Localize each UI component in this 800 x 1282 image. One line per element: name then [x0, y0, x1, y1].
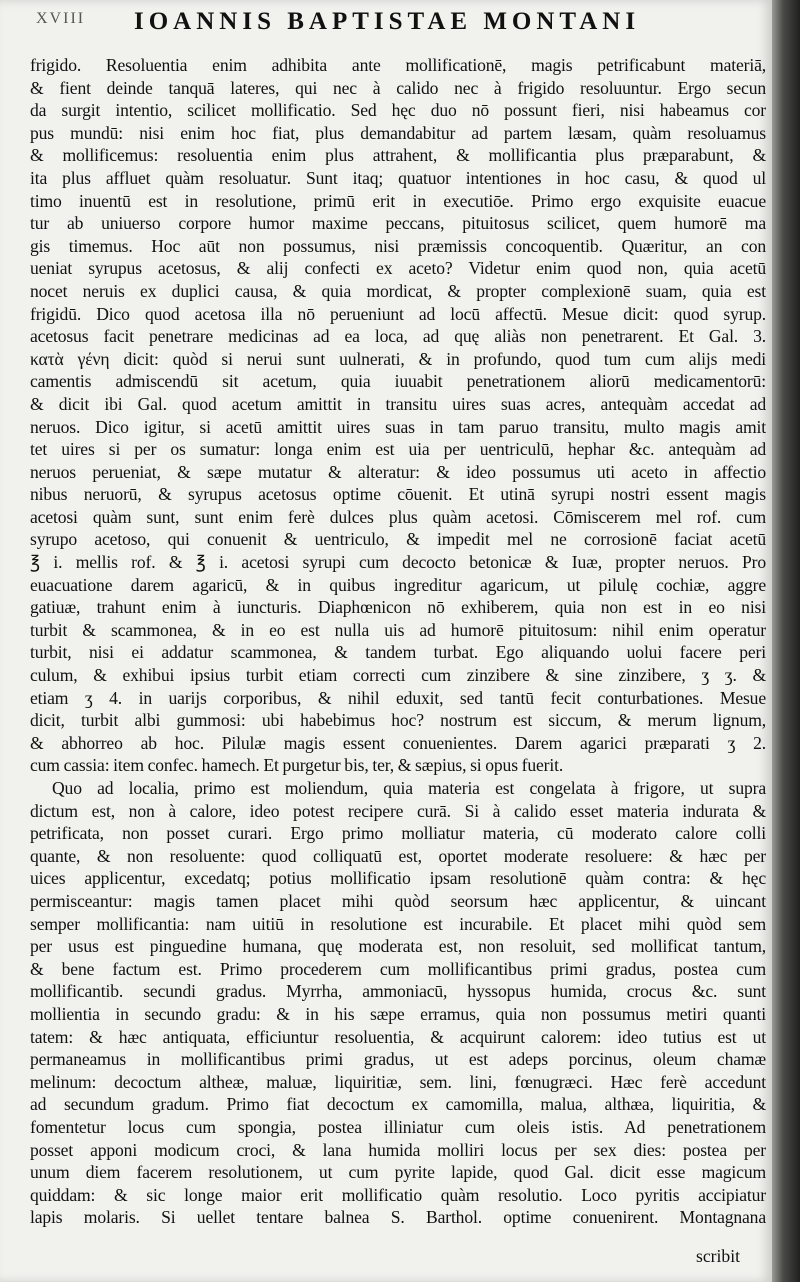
- text-line: & abhorreo ab hoc. Pilulæ magis essent conuenientes. Darem agarici præparati ʒ 2.: [30, 732, 766, 753]
- text-line: frigido. Resoluentia enim adhibita ante mollificationē, magis petrificabunt materiā,: [30, 55, 766, 75]
- text-line: ℥ i. mellis rof. & ℥ i. acetosi syrupi cum decocto betonicæ & Iuæ, propter neruos. Pro: [30, 552, 766, 573]
- text-line: neruos perueniat, & sæpe mutatur & alteratur: & ideo possumus uti aceto in affectio: [30, 461, 766, 482]
- text-line: turbit & scammonea, & in eo est nulla uis ad humorē pituitosum: nihil enim operatur: [30, 619, 766, 640]
- book-gutter: [772, 0, 800, 1282]
- text-line: Quo ad localia, primo est moliendum, quia materia est congelata à frigore, ut supra: [52, 778, 766, 798]
- text-line: semper mollificantia: nam uitiū in resolutione est incurabile. Et placet mihi quòd sem: [30, 913, 766, 934]
- text-line: permisceantur: magis tamen placet mihi quòd seorsum hæc applicentur, & uincant: [30, 890, 766, 911]
- text-line: gis timemus. Hoc aūt non possumus, nisi præmissis concoquentib. Quæritur, an con: [30, 235, 766, 256]
- text-line: gatiuæ, trahunt enim à iuncturis. Diaphœnicon nō exhiberem, quia non est in eo nisi: [30, 597, 766, 618]
- text-line: quiddam: & sic longe maior erit mollificatio quàm resolutio. Loco pyritis accipiatur: [30, 1184, 766, 1205]
- text-line: fomentetur locus cum spongia, postea illiniatur cum oleis istis. Ad penetrationem: [30, 1116, 766, 1137]
- text-line: ita plus affluet quàm resoluatur. Sunt itaq; quatuor intentiones in hoc casu, & quod ul: [30, 167, 766, 188]
- text-line: culum, & exhibui ipsius turbit etiam correcti cum zinzibere & sine zinzibere, ʒ ʒ. &: [30, 665, 766, 686]
- text-line: tatem: & hæc antiquata, efficiuntur resoluentia, & acquirunt calorem: ideo tutius est ut: [30, 1026, 766, 1047]
- catchword: scribit: [696, 1246, 740, 1266]
- body-text: [30, 54, 766, 1229]
- text-line: lapis molaris. Si uellet tentare balnea S. Barthol. optime conuenirent. Montagnana: [30, 1207, 766, 1228]
- text-line: acetosi quàm sunt, sunt enim ferè dulces plus quàm acetosi. Cōmiscerem mel rof. cum: [30, 506, 766, 527]
- text-line: mollificantib. secundi gradus. Myrrha, ammoniacū, hyssopus humida, crocus &c. sunt: [30, 981, 766, 1002]
- folio-number: XVIII: [36, 10, 86, 27]
- text-line: dictum est, non à calore, ideo potest recipere curā. Si à calido esset materia indurata &: [30, 800, 766, 821]
- running-head: IOANNIS BAPTISTAE MONTANI: [134, 8, 641, 35]
- text-line: tur ab uniuerso corpore humor maxime peccans, pituitosus scilicet, quem humorē ma: [30, 213, 766, 234]
- text-line: petrificata, non posset curari. Ergo primo molliatur materia, cū moderato calore colli: [30, 823, 766, 844]
- text-line: κατὰ γένη dicit: quòd si nerui sunt uulnerati, & in profundo, quod tum cum alijs medi: [30, 348, 766, 369]
- text-line: & fient deinde tanquā lateres, qui nec à calido nec à frigido resoluuntur. Ergo secun: [30, 77, 766, 98]
- text-line: euacuatione darem agaricū, & in quibus ingreditur agaricum, ut pilulę cochiæ, aggre: [30, 574, 766, 595]
- text-line: etiam ʒ 4. in uarijs corporibus, & nihil eduxit, sed tantū fecit conturbationes. Mesue: [30, 687, 766, 708]
- text-line: camentis admiscendū sit acetum, quia iuuabit penetrationem aliorū medicamentorū:: [30, 371, 766, 392]
- text-line: mollientia in secundo gradu: & in his sæpe erramus, quia non possumus metiri quanti: [30, 1003, 766, 1024]
- text-line: nibus neruorū, & syrupus acetosus optime cōuenit. Et utinā syrupi nostri essent magis: [30, 484, 766, 505]
- text-line: posset apponi modicum croci, & lana humida molliri locus per sex dies: postea per: [30, 1139, 766, 1160]
- text-line: frigidū. Dico quod acetosa illa nō perueniunt ad locū affectū. Mesue dicit: quod syrup.: [30, 303, 766, 324]
- text-line: tet uires si per os sumatur: longa enim est uia per uentriculū, hephar &c. antequàm ad: [30, 439, 766, 460]
- text-line: syrupo acetoso, qui conuenit & uentriculo, & impedit mel ne corrosionē faciat acetū: [30, 529, 766, 550]
- text-line: per usus est pinguedine humana, quę moderata est, non resoluit, sed mollificat tantum,: [30, 936, 766, 957]
- text-line: quante, & non resoluente: quod colliquatū est, oportet moderate resoluere: & hæc per: [30, 845, 766, 866]
- text-line: turbit, nisi ei addatur scammonea, & tandem turbat. Ego aliquando uolui facere peri: [30, 642, 766, 663]
- text-line: unum diem facerem resolutionem, ut cum pyrite lapide, quod Gal. dicit esse magicum: [30, 1162, 766, 1183]
- text-line: nocet neruis ex duplici causa, & quia mordicat, & propter complexionē suam, quia est: [30, 280, 766, 301]
- text-line: ad secundum gradum. Primo fiat decoctum ex camomilla, malua, althæa, liquiritia, &: [30, 1094, 766, 1115]
- text-line: melinum: decoctum altheæ, maluæ, liquiritiæ, sem. lini, fœnugræci. Hæc ferè accedunt: [30, 1071, 766, 1092]
- text-line: timo inuentū est in resolutione, primū erit in executiōe. Primo ergo exquisite euacue: [30, 190, 766, 211]
- text-line: permaneamus in mollificantibus primi gradus, ut est adeps porcinus, oleum chamæ: [30, 1049, 766, 1070]
- text-line: & mollificemus: resoluentia enim plus attrahent, & mollificantia plus præparabunt, &: [30, 145, 766, 166]
- text-line: neruos. Dico igitur, si acetū amittit uires suas in tam paruo transitu, multo magis amit: [30, 416, 766, 437]
- text-line: pus mundū: nisi enim hoc fiat, plus demandabitur ad partem læsam, quàm resoluamus: [30, 122, 766, 143]
- text-line: & dicit ibi Gal. quod acetum amittit in transitu uires suas acres, antequàm accedat ad: [30, 393, 766, 414]
- text-line: & bene factum est. Primo procederem cum mollificantibus primi gradus, postea cum: [30, 958, 766, 979]
- text-line: acetosus facit penetrare medicinas ad ea loca, ad quę aliàs non penetrarent. Et Gal. 3.: [30, 326, 766, 347]
- text-line: dicit, turbit albi gummosi: ubi habebimus hoc? nostrum est siccum, & merum lignum,: [30, 710, 766, 731]
- text-line: ueniat syrupus acetosus, & alij confecti ex aceto? Videtur enim quod non, quia acetū: [30, 258, 766, 279]
- text-line: cum cassia: item confec. hamech. Et purgetur bis, ter, & sæpius, si opus fuerit.: [30, 755, 564, 776]
- text-line: da surgit intentio, scilicet mollificatio. Sed hęc duo nō possunt fieri, nisi habeamus cor: [30, 100, 766, 121]
- text-line: uices applicentur, excedatq; potius mollificatio ipsam resolutionē quàm contra: & hęc: [30, 868, 766, 889]
